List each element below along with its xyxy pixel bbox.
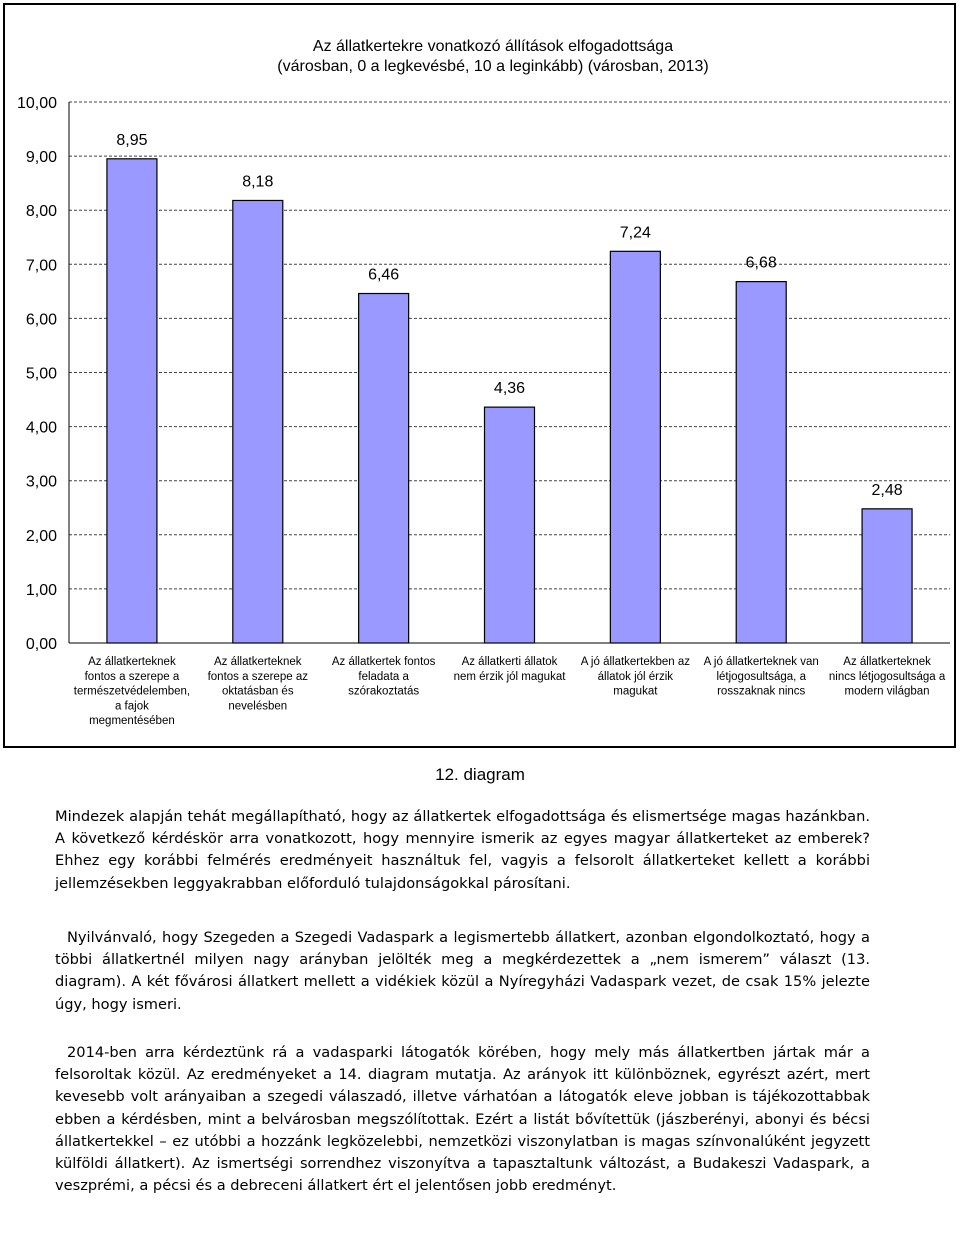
category-label-line: állatok jól érzik	[597, 670, 674, 683]
y-tick-label: 3,00	[25, 473, 57, 491]
bar	[862, 509, 912, 643]
paragraph-2: Nyilvánvaló, hogy Szegeden a Szegedi Vadaspark a legismertebb állatkert, azonban elgondolkoztató, hogy a többi állatkertnél milyen nagy arányban jelölték meg a megkérdezettek a „nem ismerem” választ (13. diagram). A két fővárosi állatkert mellett a vidékiek közül a Nyíregyházi Vadaspark vezet, de csak 15% jelezte úgy, hogy ismeri.	[55, 929, 870, 1013]
paragraph-1: Mindezek alapján tehát megállapítható, hogy az állatkertek elfogadottsága és elismertsége magas hazánkban. A következő kérdéskör arra vonatkozott, hogy mennyire ismerik az egyes magyar állatkerteket az emberek? Ehhez egy korábbi felmérés eredményeit használtuk fel, vagyis a felsorolt állatkerteket kellett a korábbi jellemzésekben leggyakrabban előforduló tulajdonságokkal párosítani.	[55, 808, 870, 892]
category-label-line: Az állatkerteknek	[843, 656, 931, 668]
chart-subtitle: (városban, 0 a legkevésbé, 10 a leginkább) (városban, 2013)	[277, 58, 709, 75]
category-label-line: Az állatkerti állatok	[461, 656, 558, 668]
category-label	[74, 656, 190, 727]
y-tick-label: 7,00	[25, 257, 57, 275]
y-tick-label: 9,00	[25, 149, 57, 167]
category-label-line: fontos a szerepe az	[207, 670, 308, 683]
y-tick-label: 5,00	[25, 365, 57, 383]
category-label-line: nem érzik jól magukat	[453, 670, 566, 683]
category-label	[829, 656, 946, 698]
bar-value-label: 7,24	[619, 224, 651, 242]
bar-value-label: 6,46	[368, 266, 400, 284]
paragraph-3: 2014-ben arra kérdeztünk rá a vadasparki látogatók körében, hogy mely más állatkertben jártak már a felsoroltak közül. Az eredményeket a 14. diagram mutatja. Az arányok itt különböznek, egyrészt azért, mert kevesebb volt arányaiban a szegedi válaszadó, illetve várhatóan a látogatók eleve jobban is tájékozottabbak ebben a kérdésben, mint a belvárosban megszólítottak. Ezért a listát bővítettük (jászberényi, abonyi és bécsi állatkertekkel – ez utóbbi a hozzánk legközelebbi, nemzetközi viszonylatban is magas színvonalúként jegyzett külföldi állatkert). Az ismertségi sorrendhez viszonyítva a tapasztaltunk változást, a Budakeszi Vadaspark, a veszprémi, a pécsi és a debreceni állatkert ért el jelentősen jobb eredményt.	[55, 1044, 870, 1195]
chart-frame	[3, 3, 956, 748]
category-label-line: oktatásban és	[221, 685, 294, 698]
bar-value-label: 6,68	[745, 254, 777, 272]
category-label-line: a fajok	[114, 700, 149, 713]
y-tick-label: 10,00	[16, 95, 57, 112]
category-label-line: szórakoztatás	[348, 685, 420, 698]
category-label-line: magukat	[613, 685, 658, 698]
bar-value-label: 4,36	[493, 380, 526, 398]
chart-title: Az állatkertekre vonatkozó állítások elfogadottsága	[312, 38, 674, 55]
bar	[610, 251, 660, 643]
category-label	[581, 656, 691, 698]
category-label-line: Az állatkerteknek	[88, 656, 176, 668]
bar-chart	[5, 5, 954, 746]
y-tick-label: 1,00	[25, 581, 57, 599]
category-label-line: megmentésében	[89, 715, 175, 728]
bar-value-label: 2,48	[871, 481, 903, 499]
figure-caption: 12. diagram	[435, 765, 525, 784]
y-tick-label: 0,00	[25, 636, 57, 653]
bar-value-label: 8,95	[116, 131, 148, 149]
category-label-line: Az állatkertek fontos	[331, 656, 436, 668]
y-tick-label: 4,00	[25, 419, 57, 437]
category-label-line: A jó állatkerteknek van	[703, 656, 819, 668]
y-tick-label: 8,00	[25, 203, 57, 221]
category-label	[704, 656, 819, 698]
bar	[485, 407, 535, 643]
category-label-line: nevelésben	[228, 700, 288, 713]
category-label-line: fontos a szerepe a	[84, 670, 180, 683]
bar	[736, 282, 786, 643]
category-label-line: Az állatkerteknek	[213, 656, 302, 668]
category-label	[208, 656, 309, 712]
category-label-line: nincs létjogosultsága a	[828, 670, 946, 683]
bar	[107, 159, 157, 643]
category-label-line: feladata a	[358, 670, 409, 683]
category-label	[332, 656, 436, 698]
category-label-line: természetvédelemben,	[73, 685, 191, 698]
category-label-line: létjogosultsága, a	[716, 670, 806, 683]
y-tick-label: 2,00	[25, 527, 57, 545]
bar-value-label: 8,18	[242, 173, 274, 191]
category-label-line: rosszaknak nincs	[717, 685, 806, 698]
category-label	[454, 656, 567, 683]
category-label-line: modern világban	[844, 685, 930, 698]
y-tick-label: 6,00	[25, 311, 57, 329]
bar	[233, 200, 283, 643]
category-label-line: A jó állatkertekben az	[580, 656, 691, 668]
bar	[359, 294, 409, 643]
